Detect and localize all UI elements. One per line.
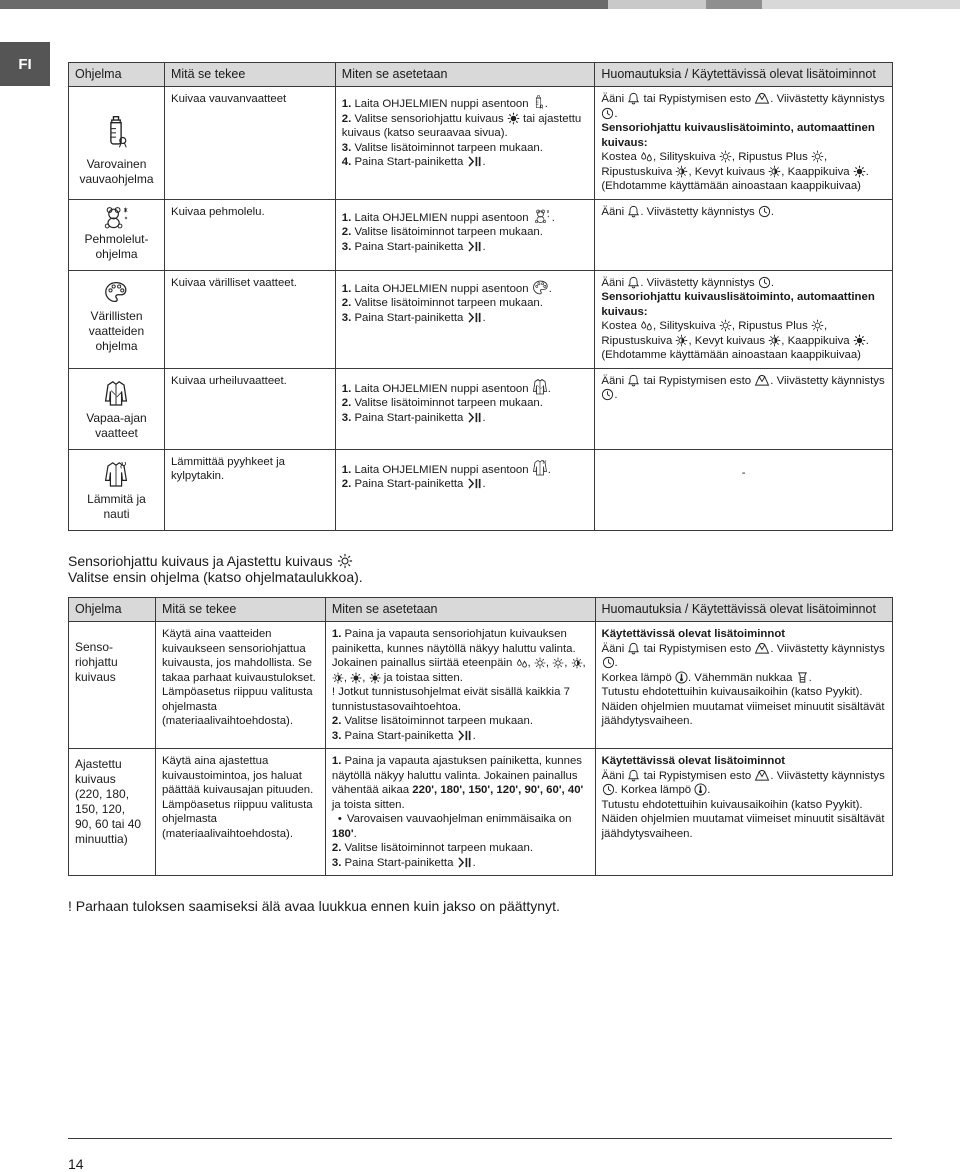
notes-cell: Käytettävissä olevat lisätoiminnot Ääni tai Rypistymisen esto . Viivästetty käynnistys . Korkea lämpö . Tutustu ehdotettuihin kuivausaikoihin (katso Pyykit). Näiden ohjelmien muutamat viimeiset minuutit sisältävät jäähdytysvaiheen. [595, 749, 893, 876]
iron-dry-icon [719, 319, 732, 332]
notes-cell [595, 449, 893, 530]
cupboard-dry-icon [853, 334, 866, 347]
program-cell [69, 368, 165, 449]
section-title: Sensoriohjattu kuivaus ja Ajastettu kuivaus [68, 553, 353, 569]
anti-crease-icon [754, 769, 770, 782]
high-heat-icon [694, 783, 707, 796]
program-name: Värillisten [90, 308, 143, 323]
dry-mode-table [68, 597, 893, 876]
header-miten: Miten se asetetaan [325, 598, 595, 622]
clock-icon [602, 656, 615, 669]
clock-icon [602, 783, 615, 796]
sport-jacket-icon [532, 378, 548, 395]
anti-crease-icon [754, 642, 770, 655]
bell-icon [627, 92, 640, 105]
extra-dry-icon [369, 672, 381, 684]
program-cell [69, 199, 165, 270]
section-subtitle: Valitse ensin ohjelma (katso ohjelmataulukkoa). [68, 569, 363, 585]
notes-cell: Ääni . Viivästetty käynnistys . Sensoriohjattu kuivauslisätoiminto, automaattinen kuivaus: Kostea , Silityskuiva , Ripustus Plus , Ripustuskuiva , Kevyt kuivaus , Kaappikuiva . (Ehdotamme käyttämään ainoastaan kaappikuivaa) [595, 270, 893, 368]
sport-jacket-icon [104, 379, 128, 407]
footnote: ! Parhaan tuloksen saamiseksi älä avaa luukkua ennen kuin jakso on päättynyt. [68, 898, 560, 914]
table-row [69, 622, 893, 749]
bell-icon [627, 769, 640, 782]
what-cell: Lämmittää pyyhkeet ja kylpytakin. [164, 449, 335, 530]
towel-warm-icon [532, 459, 548, 476]
bell-icon [627, 374, 640, 387]
how-cell: 1. Laita OHJELMIEN nuppi asentoon . 2. Valitse lisätoiminnot tarpeen mukaan. 3. Paina Start-painiketta . [335, 199, 595, 270]
program-name: Vapaa-ajan [86, 410, 147, 425]
start-icon [467, 411, 483, 424]
header-color-bar [0, 0, 960, 9]
iron-dry-icon [534, 657, 546, 669]
table-row [69, 368, 893, 449]
start-icon [467, 155, 483, 168]
notes-cell: Ääni . Viivästetty käynnistys . [595, 199, 893, 270]
cupboard-dry-icon [853, 165, 866, 178]
table-header-row [69, 598, 893, 622]
notes-cell: Ääni tai Rypistymisen esto . Viivästetty käynnistys . [595, 368, 893, 449]
anti-crease-icon [754, 374, 770, 387]
page-number: 14 [68, 1156, 84, 1172]
light-dry-icon [332, 672, 344, 684]
damp-icon [640, 150, 653, 163]
hanger-plus-icon [811, 150, 824, 163]
how-cell: 1. Paina ja vapauta sensoriohjatun kuivauksen painiketta, kunnes näytöllä näkyy haluttu valinta. Jokainen painallus siirtää eteenpäin , , , , , , ja toistaa sitten. ! Jotkut tunnistusohjelmat eivät sisällä kaikkia 7 tunnistustasovaihtoehtoa. 2. Valitse lisätoiminnot tarpeen mukaan. 3. Paina Start-painiketta . [325, 622, 595, 749]
program-name: Varovainen [86, 157, 147, 171]
light-dry-icon [768, 165, 781, 178]
bell-icon [627, 276, 640, 289]
hanger-plus-icon [811, 319, 824, 332]
towel-warm-icon [104, 460, 128, 488]
table-row [69, 449, 893, 530]
what-cell: Kuivaa urheiluvaatteet. [164, 368, 335, 449]
footer-divider [68, 1138, 892, 1139]
program-name: ohjelma [95, 246, 138, 261]
baby-bottle-icon [104, 115, 128, 149]
hanger-plus-icon [552, 657, 564, 669]
header-mita: Mitä se tekee [155, 598, 325, 622]
hanger-dry-icon [571, 657, 583, 669]
what-cell: Kuivaa pehmolelu. [164, 199, 335, 270]
how-cell: 1. Laita OHJELMIEN nuppi asentoon . 2. Paina Start-painiketta . [335, 449, 595, 530]
bell-icon [627, 205, 640, 218]
start-icon [467, 311, 483, 324]
header-ohjelma: Ohjelma [69, 63, 165, 87]
header-ohjelma: Ohjelma [69, 598, 156, 622]
clock-icon [758, 205, 771, 218]
damp-icon [640, 319, 653, 332]
light-dry-icon [768, 334, 781, 347]
program-cell: Senso- riohjattu kuivaus [69, 622, 156, 749]
program-table [68, 62, 893, 531]
program-cell [69, 270, 165, 368]
what-cell: Kuivaa vauvanvaatteet [164, 87, 335, 200]
header-miten: Miten se asetetaan [335, 63, 595, 87]
notes-cell: Käytettävissä olevat lisätoiminnot Ääni tai Rypistymisen esto . Viivästetty käynnistys . Korkea lämpö . Vähemmän nukkaa . Tutustu ehdotettuihin kuivausaikoihin (katso Pyykit). Näiden ohjelmien muutamat viimeiset minuutit sisältävät jäähdytysvaiheen. [595, 622, 893, 749]
table-header-row [69, 63, 893, 87]
what-cell: Käytä aina ajastettua kuivaustoimintoa, jos haluat päättää kuivausajan pituuden. Lämpöasetus riippuu valitusta ohjelmasta (materiaalivaihtoehdosta). [155, 749, 325, 876]
language-tab: FI [0, 42, 50, 86]
color-palette-icon [532, 280, 549, 295]
clock-icon [758, 276, 771, 289]
header-huomautuksia: Huomautuksia / Käytettävissä olevat lisätoiminnot [595, 598, 893, 622]
program-name: nauti [103, 506, 130, 521]
program-name: vauvaohjelma [79, 172, 154, 186]
start-icon [457, 729, 473, 742]
what-cell: Käytä aina vaatteiden kuivaukseen sensoriohjattua kuivausta, jos mahdollista. Se takaa parhaat kuivaustulokset. Lämpöasetus riippuu valitusta ohjelmasta (materiaalivaihtoehdosta). [155, 622, 325, 749]
start-icon [467, 477, 483, 490]
baby-bottle-icon [532, 95, 545, 110]
iron-dry-icon [719, 150, 732, 163]
color-palette-icon [104, 281, 128, 303]
program-cell [69, 87, 165, 200]
program-name: vaatteet [95, 425, 138, 440]
header-huomautuksia: Huomautuksia / Käytettävissä olevat lisätoiminnot [595, 63, 893, 87]
clock-icon [601, 388, 614, 401]
start-icon [457, 856, 473, 869]
empty-note: - [741, 466, 746, 479]
table-row [69, 199, 893, 270]
program-name: vaatteiden [88, 323, 145, 338]
damp-icon [516, 657, 528, 669]
teddy-bear-icon [101, 206, 131, 230]
how-cell: 1. Paina ja vapauta ajastuksen painiketta, kunnes näytöllä näkyy haluttu valinta. Jokainen painallus vähentää aikaa 220', 180', 150', 120', 90', 60', 40' ja toista sitten. • Varovaisen vauvaohjelman enimmäisaika on 180'. 2. Valitse lisätoiminnot tarpeen mukaan. 3. Paina Start-painiketta . [325, 749, 595, 876]
table-row [69, 270, 893, 368]
sensor-dry-icon [507, 112, 520, 125]
hanger-dry-icon [675, 165, 688, 178]
teddy-bear-icon [532, 209, 552, 224]
table-row [69, 87, 893, 200]
how-cell: 1. Laita OHJELMIEN nuppi asentoon . 2. Valitse lisätoiminnot tarpeen mukaan. 3. Paina Start-painiketta . [335, 270, 595, 368]
program-name: Lämmitä ja [87, 491, 146, 506]
program-cell [69, 449, 165, 530]
program-cell: Ajastettu kuivaus (220, 180, 150, 120, 90, 60 tai 40 minuuttia) [69, 749, 156, 876]
clock-icon [601, 107, 614, 120]
notes-cell: Ääni tai Rypistymisen esto . Viivästetty käynnistys . Sensoriohjattu kuivauslisätoiminto, automaattinen kuivaus: Kostea , Silityskuiva , Ripustus Plus , Ripustuskuiva , Kevyt kuivaus , Kaappikuiva . (Ehdotamme käyttämään ainoastaan kaappikuivaa) [595, 87, 893, 200]
program-name: ohjelma [95, 338, 138, 353]
program-name: Pehmolelut- [84, 231, 149, 246]
anti-crease-icon [754, 92, 770, 105]
how-cell: 1. Laita OHJELMIEN nuppi asentoon . 2. Valitse sensoriohjattu kuivaus tai ajastettu kuivaus (katso seuraavaa sivua). 3. Valitse lisätoiminnot tarpeen mukaan. 4. Paina Start-painiketta . [335, 87, 595, 200]
table-row [69, 749, 893, 876]
cupboard-dry-icon [350, 672, 362, 684]
header-mita: Mitä se tekee [164, 63, 335, 87]
less-lint-icon [796, 671, 809, 684]
sensor-dry-icon [337, 553, 353, 569]
how-cell: 1. Laita OHJELMIEN nuppi asentoon . 2. Valitse lisätoiminnot tarpeen mukaan. 3. Paina Start-painiketta . [335, 368, 595, 449]
what-cell: Kuivaa värilliset vaatteet. [164, 270, 335, 368]
start-icon [467, 240, 483, 253]
high-heat-icon [675, 671, 688, 684]
hanger-dry-icon [675, 334, 688, 347]
bell-icon [627, 642, 640, 655]
